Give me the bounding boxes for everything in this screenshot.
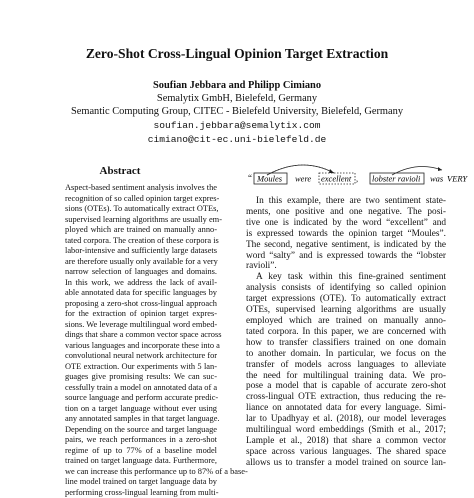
abstract-line: Depending on the source and target language [65,425,217,436]
abstract-line: Aspect-based sentiment analysis involves the [65,183,217,194]
body-line: employed which are trained on manually anno- [246,316,446,327]
abstract-line: any annotated samples in that target language. [65,414,217,425]
figure-word-was: was [430,174,444,184]
figure-arrow-1 [329,169,334,173]
abstract-line: sions. We leverage multilingual word embed- [65,320,217,331]
abstract-line: regime of up to 77% of a baseline model [65,446,217,457]
body-line: A key task within this fine-grained sentiment [246,272,446,283]
body-line: cross-lingual OTE extraction, thus reducing the re- [246,392,446,403]
body-line: is expressed towards the opinion target “Moules”. [246,229,446,240]
body-text [246,196,446,469]
body-line: ravioli”. [246,261,446,272]
body-line: allows us to transfer a model trained on source lan- [246,458,446,469]
paper-authors: Soufian Jebbara and Philipp Cimiano [0,80,474,91]
abstract-heading: Abstract [60,165,180,177]
body-line: analysis consists of identifying so called opinion [246,283,446,294]
abstract-line: ployed which are trained on manually anno- [65,225,217,236]
email-2: cimiano@cit-ec.uni-bielefeld.de [0,134,474,145]
abstract-line: proposing a zero-shot cross-lingual approach [65,299,217,310]
abstract-line: labor-intensive and sufficiently large datasets [65,246,217,257]
example-figure [242,158,468,196]
body-line: pose a model that is capable of accurate zero-shot [246,381,446,392]
paper-title: Zero-Shot Cross-Lingual Opinion Target Extraction [0,46,474,62]
abstract-line: cessfully train a model on annotated data of a [65,383,217,394]
abstract-line: guages give promising results: We can suc- [65,372,217,383]
abstract-text [65,183,217,498]
body-line: tive one is indicated by the word “excellent” and [246,218,446,229]
body-line: liance on annotated data for every language. Simi- [246,403,446,414]
abstract-line: trained on target language data. Furthermore, [65,456,217,467]
abstract-line: tion on a target language without ever using [65,404,217,415]
figure-word-were: were [295,174,311,184]
body-line: transfer of models across languages to alleviate [246,360,446,371]
abstract-line: dings that share a common vector space across [65,330,217,341]
abstract-line: tated corpora. The creation of these corpora is [65,236,217,247]
body-line: Lample et al., 2018) that share a common vector [246,436,446,447]
abstract-line: OTE extraction. Our experiments with 5 lan- [65,362,217,373]
abstract-line: supervised learning algorithms are usually em- [65,215,217,226]
abstract-line: able annotated data for specific languages by [65,288,217,299]
body-line: In this example, there are two sentiment state- [246,196,446,207]
body-line: lar to Upadhyay et al. (2018), our model leverages [246,414,446,425]
abstract-line: In this work, we address the lack of avail- [65,278,217,289]
body-line: word “salty” and is expressed towards the “lobster [246,251,446,262]
abstract-line: line model trained on target language data by [65,477,217,488]
figure-token-moules: Moules [256,174,283,184]
abstract-line: narrow selection of languages and domains. [65,267,217,278]
abstract-line: performing cross-lingual learning from multi- [65,488,217,498]
body-line: multilingual word embeddings (Smith et al., 2017; [246,425,446,436]
body-line: OTEs, supervised learning algorithms are usually [246,305,446,316]
figure-prefix: “ [248,173,252,183]
body-line: to another domain. In particular, we focus on the [246,349,446,360]
body-line: ments, one positive and one negative. The posi- [246,207,446,218]
figure-word-very: VERY [447,174,468,184]
abstract-line: for the extraction of opinion target expres- [65,309,217,320]
figure-comma: , [356,174,358,184]
body-line: The second, negative sentiment, is indicated by the [246,240,446,251]
abstract-line: source language and perform accurate predic- [65,393,217,404]
body-line: the need for multilingual training data. We pro- [246,371,446,382]
abstract-line: are therefore usually only available for a very [65,257,217,268]
body-line: how to transfer classifiers trained on one domain [246,338,446,349]
abstract-line: sions (OTEs). To automatically extract OTEs, [65,204,217,215]
figure-token-excellent: excellent [321,174,352,184]
abstract-line: convolutional neural network architecture for [65,351,217,362]
figure-token-lobster: lobster ravioli [372,174,421,184]
abstract-line: recognition of so called opinion target expres- [65,194,217,205]
body-line: space across various languages. The shared space [246,447,446,458]
affiliation-2: Semantic Computing Group, CITEC - Bielefeld University, Bielefeld, Germany [0,106,474,117]
affiliation-1: Semalytix GmbH, Bielefeld, Germany [0,93,474,104]
body-line: target expressions (OTE). To automatically extract [246,294,446,305]
email-1: soufian.jebbara@semalytix.com [0,120,474,131]
figure-arrow-2 [438,167,442,171]
abstract-line: pairs, we reach performances in a zero-shot [65,435,217,446]
abstract-line: various languages and incorporate these into a [65,341,217,352]
body-line: tated corpora. In this paper, we are concerned with [246,327,446,338]
abstract-line: we can increase this performance up to 87% of a base- [65,467,217,478]
